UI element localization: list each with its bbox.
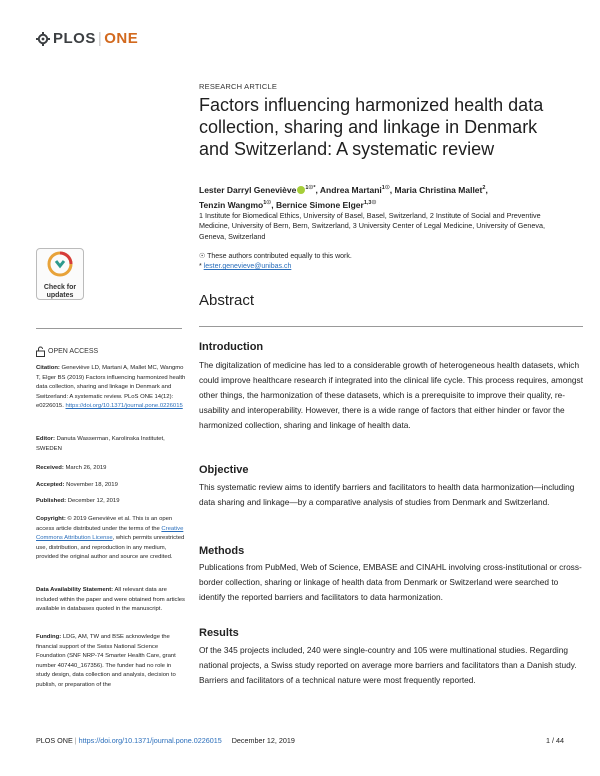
copyright-block [36, 515, 186, 563]
section-heading-methods: Methods [199, 545, 245, 557]
received-text: March 26, 2019 [65, 465, 107, 471]
section-heading-objective: Objective [199, 464, 249, 476]
abstract-divider [199, 326, 583, 327]
section-heading-introduction: Introduction [199, 341, 264, 353]
section-text-objective: This systematic review aims to identify barriers and facilitators to health data harmonization—including data sharing and linkage—by a comparative analysis of studies from Denmark and Switzerland. [199, 482, 575, 507]
footer-date: December 12, 2019 [231, 736, 295, 745]
section-text-introduction: The digitalization of medicine has led to a considerable growth of heterogeneous health datasets, which could improve healthcare research if integrated into the clinical life cycle. This process requires, amongst other things, the harmonization of these datasets, which is a prerequisite to improve their quality, re-usability and interoperability. However, there is a wide range of factors that either hinder or favor the harmonized collection, sharing and linkage of health data. [199, 360, 583, 430]
author-name[interactable]: , Bernice Simone Elger [271, 199, 364, 210]
check-updates-icon [47, 251, 73, 277]
author-affiliation-sup: 1☉ [263, 199, 272, 206]
editor-block [36, 435, 186, 454]
section-text-results: Of the 345 projects included, 240 were single-country and 105 were multinational studies. Regarding national projects, a Swiss study reported on average more barriers and facilitators than a Danish study. Barriers and facilitators of a technical nature were most frequently reported. [199, 645, 577, 685]
footer-separator: | [72, 736, 79, 745]
corresponding-email-link[interactable]: lester.genevieve@unibas.ch [203, 263, 292, 270]
article-title: Factors influencing harmonized health data collection, sharing and linkage in Denmark and Switzerland: A systematic review [199, 95, 544, 159]
footer-journal: PLOS ONE [36, 736, 73, 745]
open-access-text: OPEN ACCESS [48, 348, 99, 355]
author-name[interactable]: , Maria Christina Mallet [389, 184, 483, 195]
author-affiliation-sup: 1,3☉ [363, 199, 377, 206]
logo-one-text: ONE [104, 30, 139, 47]
editor-label: Editor: [36, 436, 55, 442]
data-availability-block [36, 586, 186, 615]
license-link[interactable]: Creative Commons Attribution License [36, 525, 184, 542]
author-name[interactable]: Tenzin Wangmo [199, 199, 264, 210]
published-label: Published: [36, 498, 67, 504]
editor-text: Danuta Wasserman, Karolinska Institutet, SWEDEN [36, 436, 165, 452]
author-name[interactable]: Lester Darryl Geneviève [199, 184, 297, 195]
abstract-heading: Abstract [199, 292, 255, 309]
published-block [36, 497, 186, 507]
journal-logo[interactable] [36, 30, 138, 47]
author-separator: , [485, 184, 488, 195]
funding-text: LDG, AM, TW and BSE acknowledge the financial support of the Swiss National Science Foundation (SNF NRP-74 Smarter Health Care, grant number 407440_167356). The funder had no role in study design, data collection and analysis, decision to publish, or preparation of the [36, 634, 176, 688]
citation-text: Geneviève LD, Martani A, Mallet MC, Wangmo T, Elger BS (2019) Factors influencing harmonized health data collection, sharing and linkage in Denmark and Switzerland: A systematic review. PLoS ONE 14(12): e0226015. [36, 365, 186, 410]
author-notes [199, 252, 569, 272]
author-name[interactable]: , Andrea Martani [315, 184, 382, 195]
plos-logo-icon [36, 32, 50, 46]
logo-separator: | [97, 30, 103, 47]
copyright-text-rest: , which permits unrestricted use, distribution, and reproduction in any medium, provided the original author and source are credited. [36, 535, 185, 561]
copyright-label: Copyright: [36, 516, 66, 522]
received-label: Received: [36, 465, 64, 471]
author-affiliation-sup: 1☉ [381, 185, 390, 191]
section-heading-results: Results [199, 627, 239, 639]
received-block [36, 464, 186, 474]
author-affiliation-sup: 2 [482, 185, 486, 191]
citation-label: Citation: [36, 365, 60, 371]
published-text: December 12, 2019 [67, 498, 120, 504]
check-updates-text: Check for updates [43, 284, 77, 299]
sidebar-divider [36, 328, 182, 329]
data-availability-label: Data Availability Statement: [36, 587, 114, 593]
affiliations: 1 Institute for Biomedical Ethics, University of Basel, Basel, Switzerland, 2 Institute of Social and Preventive Medicine, University of Bern, Bern, Switzerland, 3 University Center of Legal Medicine, University of Geneva, Geneva, Switzerland [199, 211, 545, 241]
page-footer [36, 736, 566, 745]
corresponding-email-line: * lester.genevieve@unibas.ch [199, 263, 292, 270]
article-type-label: RESEARCH ARTICLE [199, 82, 278, 91]
accepted-text: November 18, 2019 [66, 482, 118, 488]
logo-plos-text: PLOS [53, 30, 96, 47]
funding-label: Funding: [36, 634, 62, 640]
accepted-label: Accepted: [36, 482, 65, 488]
citation-block [36, 364, 186, 412]
page-number: 1 / 44 [546, 736, 564, 745]
data-availability-text: All relevant data are included within the paper and were obtained from articles available in databases quoted in the manuscript. [36, 587, 185, 613]
check-for-updates-badge[interactable] [36, 248, 84, 300]
author-list [199, 182, 569, 212]
section-text-methods: Publications from PubMed, Web of Science, EMBASE and CINAHL involving cross-institutional or cross-border collection, sharing or linkage of health data from Denmark or Switzerland were searched to identify the reported barriers and facilitators to data harmonization. [199, 562, 582, 602]
funding-block [36, 633, 186, 691]
footer-doi-link[interactable]: https://doi.org/10.1371/journal.pone.0226015 [78, 736, 222, 745]
equal-contribution-note: ☉ These authors contributed equally to this work. [199, 253, 352, 260]
open-access-label [36, 346, 98, 357]
citation-doi-link[interactable]: https://doi.org/10.1371/journal.pone.0226015 [65, 403, 183, 410]
copyright-text: © 2019 Geneviève et al. This is an open access article distributed under the terms of the [36, 516, 173, 532]
accepted-block [36, 481, 186, 491]
open-lock-icon [36, 346, 45, 357]
author-affiliation-sup: 1☉* [305, 185, 316, 191]
